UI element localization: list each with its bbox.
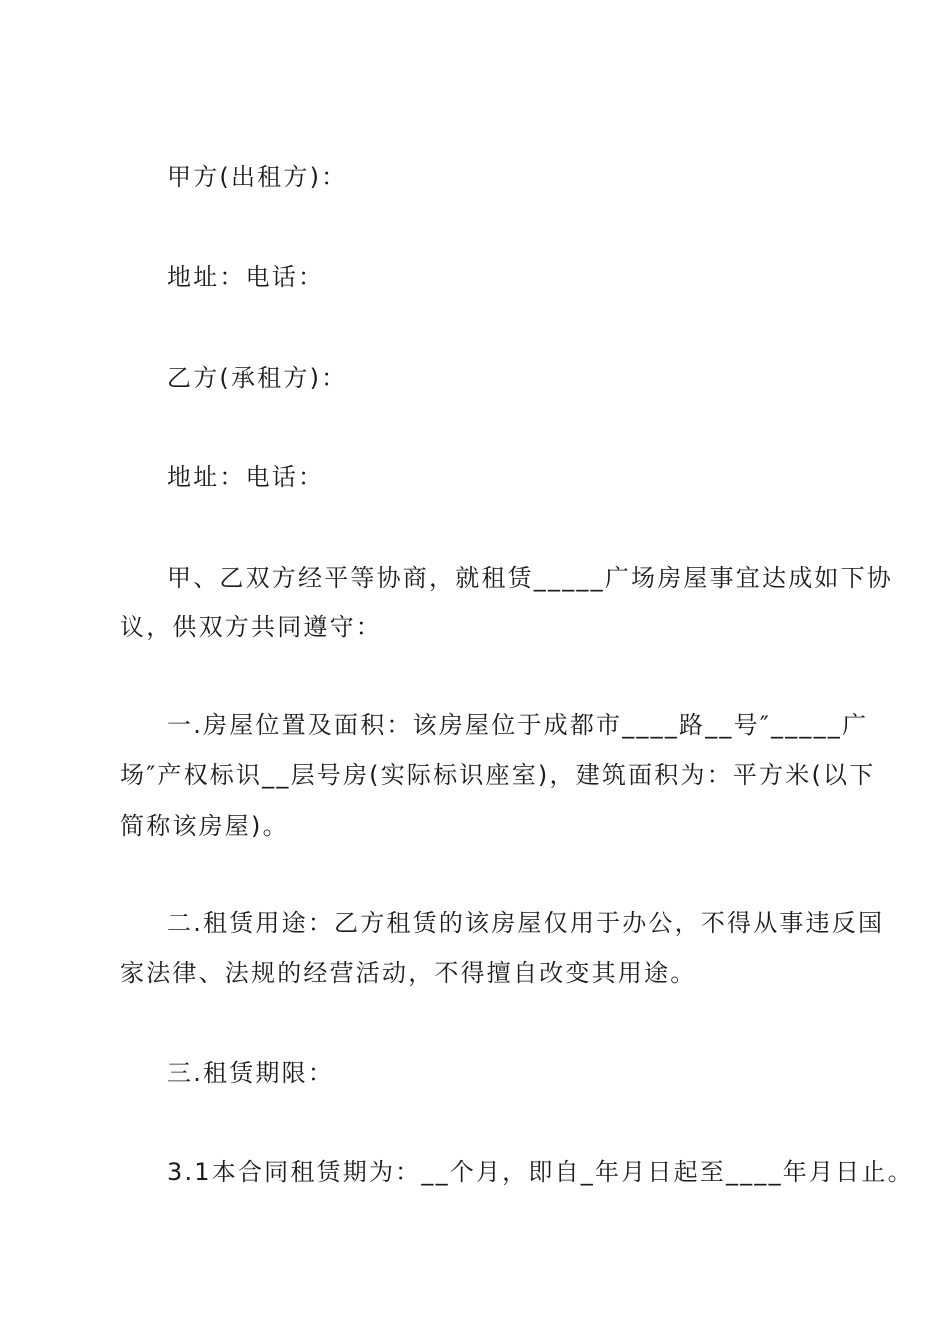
intro-paragraph-line-1: 甲、乙双方经平等协商，就租赁_____广场房屋事宜达成如下协 [167,564,893,592]
clause-3-heading: 三.租赁期限： [167,1059,335,1087]
clause-2-line-2: 家法律、法规的经营活动，不得擅自改变其用途。 [120,959,697,987]
clause-1-line-1: 一.房屋位置及面积：该房屋位于成都市____路__号″_____广 [167,711,869,739]
party-a-label: 甲方(出租方)： [167,163,348,191]
party-b-label: 乙方(承租方)： [167,364,348,392]
party-b-address-phone: 地址：电话： [167,463,325,491]
clause-2-line-1: 二.租赁用途：乙方租赁的该房屋仅用于办公，不得从事违反国 [167,909,885,937]
intro-paragraph-line-2: 议，供双方共同遵守： [120,613,382,641]
clause-3-1-text: 3.1本合同租赁期为：__个月，即自_年月日起至____年月日止。 [167,1158,914,1186]
clause-1-line-3: 简称该房屋)。 [120,812,289,840]
party-a-address-phone: 地址：电话： [167,263,325,291]
clause-1-line-2: 场″产权标识__层号房(实际标识座室)，建筑面积为：平方米(以下 [120,761,876,789]
